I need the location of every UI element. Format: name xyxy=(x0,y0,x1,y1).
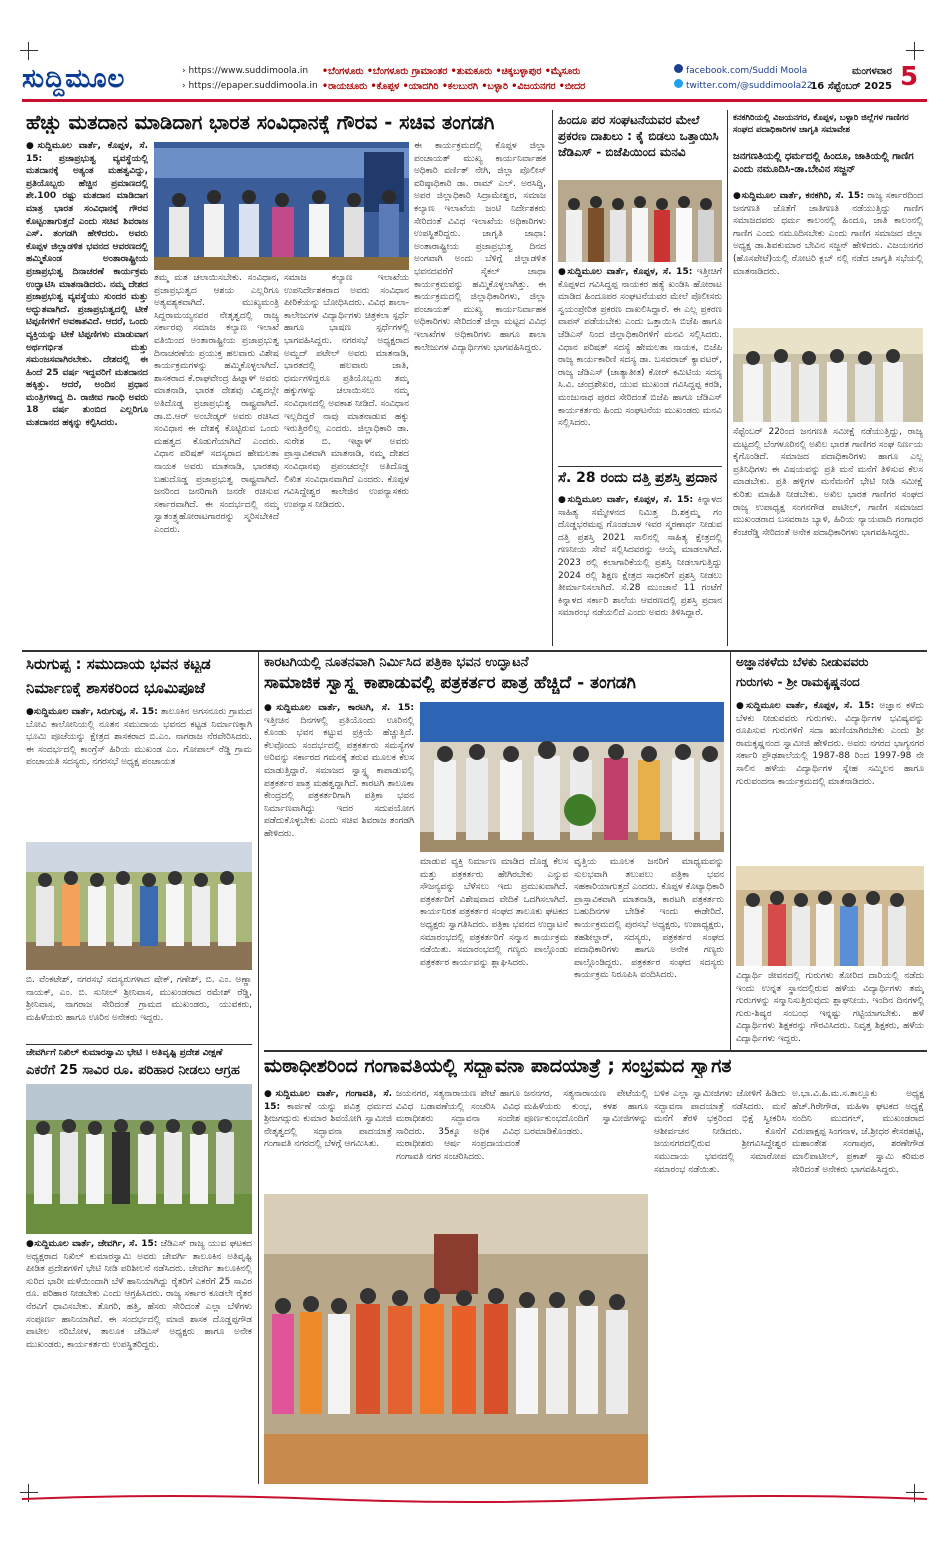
a7-col1 xyxy=(264,702,414,1044)
a2-byline xyxy=(558,267,692,277)
a4-place: ಕನಕಗಿರಿ, ಸೆ. 15: xyxy=(805,191,864,201)
a5-body1-text: ತಾಲೂಕಿನ ಅಗಸನೂರು ಗ್ರಾಮದ ಬೋವಿ ಕಾಲೋನಿಯಲ್ಲಿ ನೂತನ ಸಮುದಾಯ ಭವನದ ಕಟ್ಟಡ ನಿರ್ಮಾಣಕ್ಕಾಗಿ ಭೂಮಿ ಪೂಜೆಯನ್ನು ಕ್ಷೇತ್ರದ ಶಾಸಕರಾದ ಬಿ.ಎಂ. ನಾಗರಾಜ ನೆರವೇರಿಸಿದರು. ಈ ಸಂದರ್ಭದಲ್ಲಿ ಕಾಂಗ್ರೆಸ್ ಹಿರಿಯ ಮುಖಂಡ ಎಂ. ಗೋಪಾಲ್ ರೆಡ್ಡಿ ಗ್ರಾಮ ಪಂಚಾಯತಿ ಸದಸ್ಯರು, ನಗರಸಭೆ ಅಧ್ಯಕ್ಷ ಪಂಚಾಯತ xyxy=(26,707,252,768)
a8-headline-2: ಗುರುಗಳು - ಶ್ರೀ ರಾಮಕೃಷ್ಣನಂದ xyxy=(736,676,860,689)
a8-photo-image xyxy=(736,866,924,966)
a1-headline: ಹೆಚ್ಚು ಮತದಾನ ಮಾಡಿದಾಗ ಭಾರತ ಸಂವಿಧಾನಕ್ಕೆ ಗೌರವ - ಸಚಿವ ತಂಗಡಗಿ xyxy=(26,112,495,134)
section-rule xyxy=(26,1044,252,1045)
a1-col1-text: ಪ್ರಜಾಪ್ರಭುತ್ವ ವ್ಯವಸ್ಥೆಯಲ್ಲಿ ಮತದಾನಕ್ಕೆ ಅತ್ಯಂತ ಮಹತ್ವವಿದ್ದು, ಪ್ರತಿಯೊಬ್ಬರು ಹೆಚ್ಚಿನ ಪ್ರಮಾಣದಲ್ಲಿ ಶೇ.100 ರಷ್ಟು ಮತದಾನ ಮಾಡಿದಾಗ ಮಾತ್ರ ಭಾರತ ಸಂವಿಧಾನಕ್ಕೆ ಗೌರವ ಕೊಟ್ಟಂತಾಗುತ್ತದೆ ಎಂದು ಸಚಿವ ಶಿವರಾಜ ಎಸ್. ತಂಗಡಗಿ ಹೇಳಿದರು. ಅವರು ಕೊಪ್ಪಳ ಜಿಲ್ಲಾಡಳಿತ ಭವನದ ಆವರಣದಲ್ಲಿ ಹಮ್ಮಿಕೊಂಡ ಅಂತಾರಾಷ್ಟ್ರೀಯ ಪ್ರಜಾಪ್ರಭುತ್ವ ದಿನಾಚರಣೆ ಕಾರ್ಯಕ್ರಮ ಉದ್ಘಾಟಿಸಿ ಮಾತನಾಡಿದರು. ನಮ್ಮ ದೇಶದ ಪ್ರಜಾಪ್ರಭುತ್ವ ವ್ಯವಸ್ಥೆಯು ಸುಂದರ ಮತ್ತು ಅದ್ಭುತವಾಗಿದೆ. ಪ್ರಜಾಪ್ರಭುತ್ವದಲ್ಲಿ ಟೀಕೆ ಟಿಪ್ಪಣಿಗಳಿಗೆ ಅವಕಾಶವಿದೆ. ಆದರೆ, ಒಂದು ವ್ಯಕ್ತಿಯನ್ನು ಟೀಕೆ ಟಿಪ್ಪಣಿಗಳು ಮಾಡುವಾಗ ಅರ್ಥಗರ್ಭಿತ ಮತ್ತು ಸಮಂಜಸವಾಗಿರಬೇಕು. ದೇಶದಲ್ಲಿ ಈ ಹಿಂದೆ 25 ವರ್ಷ ಇದ್ದವರಿಗೆ ಮತದಾನದ ಹಕ್ಕಿತ್ತು. ಆದರೆ, ಅಂದಿನ ಪ್ರಧಾನ ಮಂತ್ರಿಗಳಾದ್ದ ದಿ. ರಾಜೀವ ಗಾಂಧಿ ಅವರು 18 ವರ್ಷ ತುಂಬಿದ ಎಲ್ಲರಿಗೂ ಮತದಾನದ ಹಕ್ಕನ್ನು ಕಲ್ಪಿಸಿದರು. xyxy=(26,153,148,429)
column-divider xyxy=(552,110,553,646)
column-divider xyxy=(727,110,728,646)
a7-byline-text: ●ಸುದ್ದಿಮೂಲ ವಾರ್ತೆ, xyxy=(264,703,348,713)
column-divider xyxy=(258,652,259,1484)
facebook-text: facebook.com/Suddi Moola xyxy=(686,66,808,76)
a2-photo xyxy=(558,180,722,262)
edition-districts xyxy=(322,64,662,94)
a7-col3-text: ವೃತ್ತಿಯ ಮೂಲಕ ಜನರಿಗೆ ಮಾಧ್ಯಮವನ್ನು ಸುಲಭವಾಗಿ ತಲುಪಲು ಪತ್ರಿಕಾ ಭವನ ಸಹಕಾರಿಯಾಗುತ್ತದೆ ಎಂದರು. ಕೊಪ್ಪಳ ಕೊಟ್ಯಾಧಿಕಾರಿ ಪ್ರಾಸ್ತಾವಿಕವಾಗಿ ಮಾತನಾಡಿ, ಕಾರಟಗಿ ಪತ್ರಕರ್ತರು ಬಹುದಿನಗಳ ಬೇಡಿಕೆ ಇಂದು ಈಡೇರಿದೆ. ಕಾರ್ಯಕ್ರಮದಲ್ಲಿ ಪುರಸಭೆ ಅಧ್ಯಕ್ಷರು, ಉಪಾಧ್ಯಕ್ಷರು, ತಹಶೀಲ್ದಾರ್, ಸದಸ್ಯರು, ಪತ್ರಕರ್ತರ ಸಂಘದ ಪದಾಧಿಕಾರಿಗಳು ಹಾಗೂ ಅನೇಕ ಗಣ್ಯರು ಪಾಲ್ಗೊಂಡಿದ್ದರು. ಪತ್ರಕರ್ತರ ಸಂಘದ ಸದಸ್ಯರು ಕಾರ್ಯಕ್ರಮ ನಿರೂಪಿಸಿ ವಂದಿಸಿದರು. xyxy=(574,857,724,981)
a4-headline: ಕನಕಗಿರಿಯಲ್ಲಿ ವಿಜಯನಗರ, ಕೊಪ್ಪಳ, ಬಳ್ಳಾರಿ ಜಿಲ್ಲೆಗಳ ಗಾಣಿಗರ ಸಂಘದ ಪದಾಧಿಕಾರಿಗಳ ಜಾಗೃತಿ ಸಮಾವೇಶ xyxy=(733,113,909,135)
section-rule xyxy=(22,650,927,652)
a1-col4 xyxy=(414,140,546,646)
a2-body-text: ಇತ್ತೀಚಿಗೆ ಕೊಪ್ಪಳದ ಗವಿಸಿದ್ದಪ್ಪ ನಾಯಕರ ಹತ್ಯೆ ಖಂಡಿಸಿ ಹೋರಾಟ ಮಾಡಿದ ಹಿಂದೂಪರ ಸಂಘಟನೆಯವರ ಮೇಲೆ ಪೊಲೀಸರು ಸ್ವಯಂಪ್ರೇರಿತ ಪ್ರಕರಣ ದಾಖಲಿಸಿದ್ದಾರೆ. ಈ ಎಲ್ಲ ಪ್ರಕರಣ ವಾಪಸ್ ಪಡೆಯಬೇಕು ಎಂದು ಒತ್ತಾಯಿಸಿ ಬಿಜೆಪಿ ಹಾಗೂ ಜೆಡಿಎಸ್ ನಿಂದ ಜಿಲ್ಲಾಧಿಕಾರಿಗಳಿಗೆ ಮನವಿ ಸಲ್ಲಿಸಿದರು. ವಿಧಾನ ಪರಿಷತ್ ಸದಸ್ಯೆ ಹೇಮಲತಾ ನಾಯಕ, ಬಿಜೆಪಿ ರಾಜ್ಯ ಕಾರ್ಯಕಾರಿಣಿ ಸದಸ್ಯ ಡಾ. ಬಸವರಾಜ್ ಕ್ಯಾವಟರ್, ರಾಜ್ಯ ಜೆಡಿಎಸ್ (ಜಾತ್ಯಾತೀತ) ಕೋರ್ ಕಮಿಟಿಯ ಸದಸ್ಯ ಸಿ.ವಿ. ಚಂದ್ರಶೇಖರ, ಯುವ ಮುಖಂಡ ಗವಿಸಿದ್ದಪ್ಪ ಕರಡಿ, ಮಂಜುನಾಥ ಪುರದ ಸೇರಿದಂತೆ ಬಿಜೆಪಿ ಹಾಗೂ ಜೆಡಿಎಸ್ ಕಾರ್ಯಕರ್ತರು ಹಿಂದು ಸಂಘಟನೆಯ ಮುಖಂಡರು ಮನವಿ ಸಲ್ಲಿಸಿದರು. xyxy=(558,267,722,429)
a4-body2-text: ಸೆಪ್ಟೆಂಬರ್ 22ರಿಂದ ಜನಗಣತಿ ಸಮೀಕ್ಷೆ ನಡೆಯುತ್ತಿದ್ದು, ರಾಜ್ಯ ಮಟ್ಟದಲ್ಲಿ ಬೆಂಗಳೂರಿನಲ್ಲಿ ಅಖಿಲ ಭಾರತ ಗಾಣಿಗರ ಸಂಘ ನಿರ್ಣಯ ಕೈಗೊಂಡಿದೆ. ಸಮಾಜದ ಪದಾಧಿಕಾರಿಗಳು ಹಾಗೂ ಎಲ್ಲ ಪ್ರತಿನಿಧಿಗಳು ಈ ವಿಷಯವನ್ನು ಪ್ರತಿ ಮನೆ ಮನೆಗೆ ತಿಳಿಸುವ ಕೆಲಸ ಮಾಡಬೇಕು. ಪ್ರತಿ ಹಳ್ಳಿಗಳ ಮನೆಮನೆಗೆ ಭೇಟಿ ನೀಡಿ ಸಮೀಕ್ಷೆ ಕುರಿತು ಮಾಹಿತಿ ನೀಡಬೇಕು. ಅಖಿಲ ಭಾರತ ಗಾಣಿಗರ ಸಂಘದ ರಾಜ್ಯ ಉಪಾಧ್ಯಕ್ಷ ಸಂಗನಗೌಡ ಪಾಟೀಲ್, ಗಾಣಿಗ ಸಮಾಜದ ಮುಖಂಡರಾದ ಬಸವರಾಜ ಬ್ಯಾಳಿ, ಹಿರಿಯ ನ್ಯಾಯವಾದಿ ಗಂಗಾಧರ ಕೆಂಚರೆಡ್ಡಿ ಸೇರಿದಂತೆ ಅನೇಕ ಪದಾಧಿಕಾರಿಗಳು ಭಾಗವಹಿಸಿದ್ದರು. xyxy=(733,427,923,538)
a5-photo xyxy=(26,842,252,970)
a3-byline xyxy=(558,495,693,505)
a7-col1-text: ಇತ್ತೀಚಿನ ದಿನಗಳಲ್ಲಿ ಪ್ರತಿಯೊಂದು ಊರಿನಲ್ಲಿ ಕೊಂಡು ಭವನ ಕಟ್ಟುವ ಪ್ರಕ್ರಿಯೆ ಹೆಚ್ಚುತ್ತಿದೆ. ಕೆಲವೊಂದು ಸಂದರ್ಭದಲ್ಲಿ ಪತ್ರಕರ್ತರು ಸಮಸ್ಯೆಗಳ ಅರಿವನ್ನು ಸರ್ಕಾರದ ಗಮನಕ್ಕೆ ತರುವ ಮೂಲಕ ಕೆಲಸ ಮಾಡುತ್ತಿದ್ದಾರೆ. ಸಮಾಜದ ಸ್ವಾಸ್ಥ್ಯ ಕಾಪಾಡುವಲ್ಲಿ ಪತ್ರಕರ್ತರ ಪಾತ್ರ ಮಹತ್ವದ್ದಾಗಿದೆ. ಕಾರಟಗಿ ತಾಲೂಕಾ ಕೇಂದ್ರದಲ್ಲಿ ಪತ್ರಕರ್ತರಿಗಾಗಿ ಪತ್ರಿಕಾ ಭವನ ನಿರ್ಮಾಣವಾಗಿದ್ದು ಇದರ ಸದುಪಯೋಗ ಪಡೆದುಕೊಳ್ಳಬೇಕು ಎಂದು ಸಚಿವ ಶಿವರಾಜ ತಂಗಡಗಿ ಹೇಳಿದರು. xyxy=(264,715,414,839)
a9-col5 xyxy=(792,1088,924,1484)
section-rule xyxy=(558,466,722,467)
a1-col4-text: ಈ ಕಾರ್ಯಕ್ರಮದಲ್ಲಿ ಕೊಪ್ಪಳ ಜಿಲ್ಲಾ ಪಂಚಾಯತ್ ಮುಖ್ಯ ಕಾರ್ಯನಿರ್ವಾಹಕ ಅಧಿಕಾರಿ ವರ್ಣಿತ್ ನೇಗಿ, ಜಿಲ್ಲಾ ಪೊಲೀಸ್ ವರಿಷ್ಠಾಧಿಕಾರಿ ಡಾ. ರಾಮ್ ಎಲ್. ಅರಸಿದ್ದಿ, ಅಪರ ಜಿಲ್ಲಾಧಿಕಾರಿ ಸಿದ್ರಾಮೇಶ್ವರ, ಸಮಾಜ ಕಲ್ಯಾಣ ಇಲಾಖೆಯ ಜಂಟಿ ನಿರ್ದೇಶಕರು ಸೇರಿದಂತೆ ವಿವಿಧ ಇಲಾಖೆಯ ಅಧಿಕಾರಿಗಳು ಉಪಸ್ಥಿತರಿದ್ದರು. ಜಾಗೃತಿ ಜಾಥಾ: ಅಂತಾರಾಷ್ಟ್ರೀಯ ಪ್ರಜಾಪ್ರಭುತ್ವ ದಿನದ ಅಂಗವಾಗಿ ಅಂದು ಬೆಳಿಗ್ಗೆ ಜಿಲ್ಲಾಡಳಿತ ಭವನದವರೆಗೆ ಸೈಕಲ್ ಜಾಥಾ ಕಾರ್ಯಕ್ರಮವನ್ನು ಹಮ್ಮಿಕೊಳ್ಳಲಾಗಿತ್ತು. ಈ ಕಾರ್ಯಕ್ರಮದಲ್ಲಿ ಜಿಲ್ಲಾಧಿಕಾರಿಗಳು, ಜಿಲ್ಲಾ ಪಂಚಾಯತ್ ಮುಖ್ಯ ಕಾರ್ಯನಿರ್ವಾಹಕ ಅಧಿಕಾರಿಗಳು ಸೇರಿದಂತೆ ಜಿಲ್ಲಾ ಮಟ್ಟದ ವಿವಿಧ ಇಲಾಖೆಗಳ ಅಧಿಕಾರಿಗಳು ಹಾಗೂ ಶಾಲಾ ಕಾಲೇಜುಗಳ ವಿದ್ಯಾರ್ಥಿಗಳು ಭಾಗವಹಿಸಿದ್ದರು. xyxy=(414,141,546,353)
a5-body1 xyxy=(26,706,252,840)
a7-photo-image xyxy=(420,702,724,852)
a7-col3 xyxy=(574,856,724,1044)
a5-photo-image xyxy=(26,842,252,970)
a1-col3-text: ಸಮಾಜ ಕಲ್ಯಾಣ ಇಲಾಖೆಯ ಉಪನಿರ್ದೇಶಕರಾದ ಅವರು ಸಂವಿಧಾನ ಪೀಠಿಕೆಯನ್ನು ಬೋಧಿಸಿದರು. ವಿವಿಧ ಶಾಲಾ-ಕಾಲೇಜುಗಳ ವಿದ್ಯಾರ್ಥಿಗಳು ಚಿತ್ರಕಲಾ ಸ್ಪರ್ಧೆ ಹಾಗೂ ಭಾಷಣ ಸ್ಪರ್ಧೆಗಳಲ್ಲಿ ಭಾಗವಹಿಸಿದ್ದರು. ನಗರಸಭೆ ಅಧ್ಯಕ್ಷರಾದ ಅಮ್ಜದ್ ಪಟೇಲ್ ಅವರು ಮಾತನಾಡಿ, ಭಾರತದಲ್ಲಿ ಹಲವಾರು ಜಾತಿ, ಧರ್ಮಗಳಿದ್ದರೂ ಪ್ರತಿಯೊಬ್ಬರು ತಮ್ಮ ಹಕ್ಕುಗಳನ್ನು ಚಲಾಯಿಸಲು ನಮ್ಮ ಸಂವಿಧಾನದಲ್ಲಿ ಅವಕಾಶ ನೀಡಿದೆ. ಸಂವಿಧಾನ ಇಲ್ಲದಿದ್ದರೆ ನಾವು ಮಾತನಾಡುವ ಹಕ್ಕು ಇರುತ್ತಿರಲಿಲ್ಲ ಎಂದರು. ಜಿಲ್ಲಾಧಿಕಾರಿ ಡಾ. ಸುರೇಶ ಬಿ. ಇಟ್ನಾಳ್ ಅವರು ಪ್ರಾಸ್ತಾವಿಕವಾಗಿ ಮಾತನಾಡಿ, ನಮ್ಮ ದೇಶದ ಸಂವಿಧಾನವು ಪ್ರಪಂಚದಲ್ಲೇ ಅತಿದೊಡ್ಡ ಲಿಖಿತ ಸಂವಿಧಾನವಾಗಿದೆ ಎಂದರು. ಕೊಪ್ಪಳ ಗವಿಸಿದ್ದೇಶ್ವರ ಕಾಲೇಜಿನ ಉಪನ್ಯಾಸಕರು ಉಪನ್ಯಾಸ ನೀಡಿದರು. xyxy=(284,273,409,510)
a9-col1-text: ಕಾರ್ಪಣೆ ಯನ್ನು ಪವಿತ್ರ ಧರ್ಮದ ಶ್ರೀಜಗದ್ಗುರು ಕುಮಾರ ಶಿವಯೋಗಿ ಸ್ವಾಮೀಜಿ ನೇತೃತ್ವದಲ್ಲಿ ಸದ್ಭಾವನಾ ಪಾದಯಾತ್ರೆ ಗಂಗಾವತಿ ನಗರದಲ್ಲಿ ಬೆಳಗ್ಗೆ ಆಗಮಿಸಿತು. xyxy=(264,1101,392,1150)
a2-place: ಕೊಪ್ಪಳ, ಸೆ. 15: xyxy=(633,267,693,277)
facebook-link[interactable] xyxy=(674,64,813,79)
a6-byline-text: ●ಸುದ್ದಿಮೂಲ ವಾರ್ತೆ, xyxy=(26,1239,98,1249)
a1-byline-text: ●ಸುದ್ದಿಮೂಲ ವಾರ್ತೆ, xyxy=(26,141,108,151)
issue-date-text: 16 ಸೆಪ್ಟೆಂಬರ್ 2025 xyxy=(810,81,892,92)
a8-body1 xyxy=(736,700,924,862)
a8-headline-1: ಅಜ್ಞಾನಕಳೆದು ಬೆಳಕು ನೀಡುವವರು xyxy=(736,656,869,669)
a6-photo xyxy=(26,1084,252,1234)
a9-place: ಗಂಗಾವತಿ, ಸೆ. 15: xyxy=(264,1089,392,1112)
website-links xyxy=(182,64,318,94)
a9-col4-text: ಬಳಿಕ ಎಲ್ಲಾ ಸ್ವಾಮೀಜಿಗಳು ಜೋಳಿಗೆ ಹಿಡಿದು ಸದ್ಭಾವನಾ ಪಾದಯಾತ್ರೆ ನಡೆಸಿದರು. ಮನೆ ಮನೆಗೆ ತೆರಳಿ ಭಕ್ತರಿಂದ ಭಿಕ್ಷೆ ಸ್ವೀಕರಿಸಿ ಆಶೀರ್ವಚನ ನೀಡಿದರು. ಕೊನೆಗೆ ಜಯನಗರದಲ್ಲಿರುವ ಶ್ರೀಗವಿಸಿದ್ದೇಶ್ವರ ಸಮುದಾಯ ಭವನದಲ್ಲಿ ಸಮಾರೋಪ ಸಮಾರಂಭ ನಡೆಯಿತು. xyxy=(654,1089,786,1175)
a6-byline xyxy=(26,1239,157,1249)
a2-headline: ಹಿಂದೂ ಪರ ಸಂಘಟನೆಯವರ ಮೇಲೆ ಪ್ರಕರಣ ದಾಖಲು : ಕೈ ಬಿಡಲು ಒತ್ತಾಯಿಸಿ ಜೆಡಿಎಸ್ - ಬಿಜೆಪಿಯಿಂದ ಮನವಿ xyxy=(558,113,719,159)
a5-byline xyxy=(26,707,158,717)
a7-headline: ಸಾಮಾಜಿಕ ಸ್ವಾಸ್ಥ್ಯ ಕಾಪಾಡುವಲ್ಲಿ ಪತ್ರಕರ್ತರ ಪಾತ್ರ ಹೆಚ್ಚಿದೆ - ತಂಗಡಗಿ xyxy=(264,674,636,693)
a3-body-text: ಕಿನ್ನಾಳದ ಸಾಹಿತ್ಯ ಸಮ್ಮೇಳನದ ನಿಮಿತ್ತ ದಿ.ಶಕ್ತಮ್ಮ ಗಂ ದೊಡ್ಡಭರಮಪ್ಪ ಗೊಂಡಬಾಳ ಇವರ ಸ್ಮರಣಾರ್ಥ ನೀಡುವ ದತ್ತಿ ಪ್ರಶಸ್ತಿ 2021 ಸಾಲಿನಲ್ಲಿ ಸಾಹಿತ್ಯ ಕ್ಷೇತ್ರದಲ್ಲಿ ಗಣನೀಯ ಸೇವೆ ಸಲ್ಲಿಸಿದವರನ್ನು ಆಯ್ಕೆ ಮಾಡಲಾಗಿದೆ. 2023 ರಲ್ಲಿ ಕಲಾಗಾರಿಕೆಯಲ್ಲಿ ಪ್ರಶಸ್ತಿ ನೀಡಲಾಗುತ್ತಿದ್ದು 2024 ರಲ್ಲಿ ಶಿಕ್ಷಣ ಕ್ಷೇತ್ರದ ಸಾಧಕರಿಗೆ ಪ್ರಶಸ್ತಿ ನೀಡಲು ತೀರ್ಮಾನಿಸಲಾಗಿದೆ. ಸೆ.28 ಮುಂಜಾನೆ 11 ಗಂಟೆಗೆ ಕಿನ್ನಾಳದ ಸರ್ಕಾರಿ ಶಾಲೆಯ ಆವರಣದಲ್ಲಿ ಪ್ರಶಸ್ತಿ ಪ್ರದಾನ ಸಮಾರಂಭ ನಡೆಯಲಿದೆ ಎಂದು ಅವರು ತಿಳಿಸಿದ್ದಾರೆ. xyxy=(558,495,722,619)
a6-place: ಜೇವರ್ಗಿ, ಸೆ. 15: xyxy=(97,1239,158,1249)
a9-col2-text: ಜಯನಗರ, ಸತ್ಯನಾರಾಯಣ ಪೇಟೆ ಹಾಗೂ ವಿವಿಧ ಬಡಾವಣೆಯಲ್ಲಿ ಸಂಚರಿಸಿ ವಿವಿಧ ಮಠಾಧೀಶರು ಸದ್ಭಾವನಾ ಸಂದೇಶ ಸಾರಿದರು. xyxy=(396,1089,520,1137)
issue-day: ಮಂಗಳವಾರ xyxy=(851,66,892,77)
a7-col2 xyxy=(420,856,568,1044)
a5-body2-text: ಬಿ. ವೆಂಕಟೇಶ್, ನಗರಸಭೆ ಸದಸ್ಯರುಗಳಾದ ಷೇಕ್, ಗಣೇಶ್, ಬಿ. ಎಂ. ಅಣ್ಣಾ ನಾಯಕ್, ಎಂ. ಬಿ. ಸುನೀಲ್ ಶ್ರೀನಿವಾಸ, ಮುಖಂಡರಾದ ರಮೇಶ್ ರೆಡ್ಡಿ, ಶ್ರೀನಿವಾಸ, ನಾಗರಾಜ ಸೇರಿದಂತೆ ಗ್ರಾಮದ ಮುಖಂಡರು, ಯುವಕರು, ಮಹಿಳೆಯರು ಹಾಗೂ ಊರಿನ ಅನೇಕರು ಇದ್ದರು. xyxy=(26,975,252,1023)
page-number: 5 xyxy=(900,62,919,92)
a4-body1-text: ರಾಜ್ಯ ಸರ್ಕಾರದಿಂದ ಜನಗಣತಿ ಜೊತೆಗೆ ಜಾತಿಗಣತಿ ನಡೆಯುತ್ತಿದ್ದು ಗಾಣಿಗ ಸಮಾಜದವರು ಧರ್ಮ ಕಾಲಂನಲ್ಲಿ ಹಿಂದೂ, ಜಾತಿ ಕಾಲಂನಲ್ಲಿ ಗಾಣಿಗ ಎಂದು ನಮೂದಿಸಬೇಕು ಎಂದು ಗಾಣಿಗ ಸಮಾಜದ ಜಿಲ್ಲಾ ಅಧ್ಯಕ್ಷ ಡಾ.ಶಿವಕುಮಾರ ಬೇವಿನ ಸಜ್ಜನ್ ಹೇಳಿದರು. ವಿಜಯನಗರ (ಹೊಸಪೇಟೆ)ಯಲ್ಲಿ ರೋಟರಿ ಕ್ಲಬ್ ನಲ್ಲಿ ನಡೆದ ಜಾಗೃತಿ ಸಭೆಯಲ್ಲಿ ಮಾತನಾಡಿದರು. xyxy=(733,191,923,277)
a2-body xyxy=(558,266,722,462)
a5-place: ಸಿರುಗುಪ್ಪ, ಸೆ. 15: xyxy=(96,707,158,717)
a3-byline-text: ●ಸುದ್ದಿಮೂಲ ವಾರ್ತೆ, xyxy=(558,495,634,505)
a5-body2 xyxy=(26,974,252,1040)
a8-byline-text: ●ಸುದ್ದಿಮೂಲ ವಾರ್ತೆ, xyxy=(736,701,814,711)
crop-mark xyxy=(20,42,38,60)
a6-headline-1: ಜೇವರ್ಗಿಗೆ ನಿಖಿಲ್ ಕುಮಾರಸ್ವಾಮಿ ಭೇಟಿ । ಅತಿವೃಷ್ಟಿ ಪ್ರದೇಶ ವೀಕ್ಷಣೆ xyxy=(26,1048,223,1058)
districts-row-1: •ಬೆಂಗಳೂರು •ಬೆಂಗಳೂರು ಗ್ರಾಮಾಂತರ •ತುಮಕೂರು •ಚಿಕ್ಕಬಳ್ಳಾಪುರ •ಮೈಸೂರು xyxy=(322,66,581,77)
twitter-text: twitter.com/@suddimoola22 xyxy=(686,81,813,91)
a9-col3 xyxy=(524,1088,648,1190)
a9-col1 xyxy=(264,1088,392,1190)
a8-body2-text: ವಿದ್ಯಾರ್ಥಿ ಜೀವನದಲ್ಲಿ ಗುರುಗಳು ತೋರಿದ ದಾರಿಯಲ್ಲಿ ನಡೆದು ಇಂದು ಉನ್ನತ ಸ್ಥಾನದಲ್ಲಿರುವ ಹಳೆಯ ವಿದ್ಯಾರ್ಥಿಗಳು ತಮ್ಮ ಗುರುಗಳನ್ನು ಸನ್ಮಾನಿಸುತ್ತಿರುವುದು ಶ್ಲಾಘನೀಯ. ಇಂದಿನ ದಿನಗಳಲ್ಲಿ ಗುರು-ಶಿಷ್ಯರ ಸಂಬಂಧ ಇನ್ನಷ್ಟು ಗಟ್ಟಿಯಾಗಬೇಕು. ಹಳೆ ವಿದ್ಯಾರ್ಥಿಗಳು ಶಿಕ್ಷಕರನ್ನು ಗೌರವಿಸಿದರು. ನಿವೃತ್ತ ಶಿಕ್ಷಕರು, ಹಳೆಯ ವಿದ್ಯಾರ್ಥಿಗಳು ಇದ್ದರು. xyxy=(736,971,924,1044)
a2-photo-image xyxy=(558,180,722,262)
masthead xyxy=(22,62,927,102)
footer-wave xyxy=(22,1490,927,1502)
column-divider xyxy=(730,652,731,1050)
a9-photo-image xyxy=(264,1194,648,1484)
a8-byline xyxy=(736,701,874,711)
facebook-icon xyxy=(674,64,683,73)
a9-headline: ಮಠಾಧೀಶರಿಂದ ಗಂಗಾವತಿಯಲ್ಲಿ ಸದ್ಭಾವನಾ ಪಾದಯಾತ್ರೆ ; ಸಂಭ್ರಮದ ಸ್ವಾಗತ xyxy=(264,1056,732,1077)
newspaper-logo: ಸುದ್ದಿಮೂಲ xyxy=(22,64,126,94)
twitter-icon xyxy=(674,79,683,88)
a8-body2 xyxy=(736,970,924,1044)
a8-body1-text: ಅಜ್ಞಾನ ಕಳೆದು ಬೆಳಕು ನೀಡುವವರು ಗುರುಗಳು. ವಿದ್ಯಾರ್ಥಿಗಳ ಭವಿಷ್ಯವನ್ನು ರೂಪಿಸುವ ಗುರುಗಳಿಗೆ ಸದಾ ಋಣಿಯಾಗಿರಬೇಕು ಎಂದು ಶ್ರೀ ರಾಮಕೃಷ್ಣನಂದ ಸ್ವಾಮೀಜಿ ಹೇಳಿದರು. ಅವರು ನಗರದ ಭಾಗ್ಯನಗರ ಸರ್ಕಾರಿ ಪ್ರೌಢಶಾಲೆಯಲ್ಲಿ 1987-88 ರಿಂದ 1997-98 ನೇ ಸಾಲಿನ ಹಳೆಯ ವಿದ್ಯಾರ್ಥಿಗಳ ಸ್ನೇಹ ಸಮ್ಮಿಲನ ಹಾಗೂ ಗುರುವಂದನಾ ಕಾರ್ಯಕ್ರಮದಲ್ಲಿ ಮಾತನಾಡಿದರು. xyxy=(736,701,924,787)
a7-photo xyxy=(420,702,724,852)
a7-col2-text: ಮಾಡುವ ವ್ಯಕ್ತಿ ನಿರ್ಮಾಣ ಮಾಡಿದ ದೊಡ್ಡ ಕೆಲಸ ಮತ್ತು ಪತ್ರಕರ್ತರು ಹೇಗಿರಬೇಕು ಎನ್ನುವ ಸೌಜನ್ಯವನ್ನು ಬೆಳೆಸಲು ಇದು ಪ್ರಮುಖವಾಗಿದೆ. ಪತ್ರಕರ್ತರಿಗೆ ವಿಶೇಷವಾದ ವೇದಿಕೆ ಒದಗಿಸಲಾಗಿದೆ. ಕಾರ್ಯನಿರತ ಪತ್ರಕರ್ತರ ಸಂಘದ ತಾಲೂಕು ಘಟಕದ ಅಧ್ಯಕ್ಷರು ಸ್ವಾಗತಿಸಿದರು. ಪತ್ರಿಕಾ ಭವನದ ಉದ್ಘಾಟನೆ ಸಮಾರಂಭದಲ್ಲಿ ಪತ್ರಕರ್ತರಿಗೆ ಸನ್ಮಾನ ಕಾರ್ಯಕ್ರಮ ನಡೆಯಿತು. ಸಮಾರಂಭದಲ್ಲಿ ಗಣ್ಯರು ಪಾಲ್ಗೊಂಡು ಪತ್ರಕರ್ತರ ಕಾರ್ಯವನ್ನು ಶ್ಲಾಘಿಸಿದರು. xyxy=(420,857,568,968)
a9-photo xyxy=(264,1194,648,1484)
a2-byline-text: ●ಸುದ್ದಿಮೂಲ ವಾರ್ತೆ, xyxy=(558,267,634,277)
a3-body xyxy=(558,494,722,646)
a1-col1 xyxy=(26,140,148,646)
twitter-link[interactable] xyxy=(674,79,813,94)
a9-col3-text: ಜನನಗರ, ಸತ್ಯನಾರಾಯಣ ಪೇಟೆಯಲ್ಲಿ ಮಹಿಳೆಯರು ಕುಂಭ, ಕಳಶ ಹಾಗೂ ಪೂರ್ಣಕುಂಭದೊಂದಿಗೆ ಸ್ವಾಮೀಜಿಗಳನ್ನು ಬರಮಾಡಿಕೊಂಡರು. xyxy=(524,1089,648,1137)
a9-col5-text: ಅ.ಭಾ.ವಿ.ಹಿ.ಮ.ಸ.ತಾಲ್ಲೂಕು ಅಧ್ಯಕ್ಷ ಹೆಚ್.ಗಿರೇಗೌಡ, ಮಹಿಳಾ ಘಟಕದ ಅಧ್ಯಕ್ಷೆ ನಂದಿನಿ ಮುದಗಲ್, ಮುಖಂಡರಾದ ವಿರುಪಾಕ್ಷಪ್ಪ ಸಿಂಗನಾಳ, ಜೆ.ಶ್ರೀಧರ ಕೇಸರಹಟ್ಟಿ, ಮಹಾಂತೇಶ ಸಂಗಾಪುರ, ಶರಣೇಗೌಡ ಮಾಲಿಪಾಟೀಲ್, ಪ್ರಕಾಶ್ ಸ್ವಾಮಿ ಕರಿಮಠ ಸೇರಿದಂತೆ ಅನೇಕರು ಭಾಗವಹಿಸಿದ್ದರು. xyxy=(792,1089,924,1175)
a5-headline-2: ನಿರ್ಮಾಣಕ್ಕೆ ಶಾಸಕರಿಂದ ಭೂಮಿಪೂಜೆ xyxy=(26,680,206,697)
a3-headline: ಸೆ. 28 ರಂದು ದತ್ತಿ ಪ್ರಶಸ್ತಿ ಪ್ರದಾನ xyxy=(558,470,718,486)
crop-mark xyxy=(906,42,924,60)
a6-body xyxy=(26,1238,252,1484)
a4-subhead: ಜನಗಣತಿಯಲ್ಲಿ ಧರ್ಮದಲ್ಲಿ ಹಿಂದೂ, ಜಾತಿಯಲ್ಲಿ ಗಾಣಿಗ ಎಂದು ನಮೂದಿಸಿ-ಡಾ.ಬೇವಿನ ಸಜ್ಜನ್ xyxy=(733,151,914,175)
a1-place: ಕೊಪ್ಪಳ, ಸೆ. 15: xyxy=(26,141,148,164)
a4-byline-text: ●ಸುದ್ದಿಮೂಲ ವಾರ್ತೆ, xyxy=(733,191,806,201)
social-links xyxy=(674,64,813,94)
epaper-link[interactable]: › https://epaper.suddimoola.in xyxy=(182,81,318,91)
a4-byline xyxy=(733,191,864,201)
a4-body2 xyxy=(733,426,923,646)
a6-headline-2: ಎಕರೆಗೆ 25 ಸಾವಿರ ರೂ. ಪರಿಹಾರ ನೀಡಲು ಆಗ್ರಹ xyxy=(26,1064,240,1078)
a6-body-text: ಜೆಡಿಎಸ್ ರಾಜ್ಯ ಯುವ ಘಟಕದ ಅಧ್ಯಕ್ಷರಾದ ನಿಖಿಲ್ ಕುಮಾರಸ್ವಾಮಿ ಅವರು ಜೇವರ್ಗಿ ತಾಲೂಕಿನ ಅತಿವೃಷ್ಟಿ ಪೀಡಿತ ಪ್ರದೇಶಗಳಿಗೆ ಭೇಟಿ ನೀಡಿ ಪರಿಶೀಲನೆ ನಡೆಸಿದರು. ಜೇವರ್ಗಿ ತಾಲೂಕಿನಲ್ಲಿ ಸುರಿದ ಭಾರೀ ಮಳೆಯಿಂದಾಗಿ ಬೆಳೆ ಹಾನಿಯಾಗಿದ್ದು ರೈತರಿಗೆ ಎಕರೆಗೆ 25 ಸಾವಿರ ರೂ. ಪರಿಹಾರ ನೀಡಬೇಕು ಎಂದು ಆಗ್ರಹಿಸಿದರು. ರಾಜ್ಯ ಸರ್ಕಾರ ಕೂಡಲೇ ರೈತರ ನೆರವಿಗೆ ಧಾವಿಸಬೇಕು. ತೊಗರಿ, ಹತ್ತಿ, ಹೆಸರು ಸೇರಿದಂತೆ ಎಲ್ಲಾ ಬೆಳೆಗಳು ಸಂಪೂರ್ಣ ಹಾನಿಯಾಗಿವೆ. ಈ ಸಂದರ್ಭದಲ್ಲಿ ಮಾಜಿ ಶಾಸಕ ದೊಡ್ಡಪ್ಪಗೌಡ ಪಾಟೀಲ ನರಿಬೋಳ, ತಾಲೂಕ ಜೆಡಿಎಸ್ ಅಧ್ಯಕ್ಷರು ಹಾಗೂ ಅನೇಕ ಮುಖಂಡರು, ಕಾರ್ಯಕರ್ತರು ಉಪಸ್ಥಿತರಿದ್ದರು. xyxy=(26,1239,252,1350)
a9-col2 xyxy=(396,1088,520,1190)
a6-photo-image xyxy=(26,1084,252,1234)
a1-photo xyxy=(154,142,409,270)
a8-photo xyxy=(736,866,924,966)
a7-place: ಕಾರಟಗಿ, ಸೆ. 15: xyxy=(347,703,414,713)
a1-col2 xyxy=(154,272,279,646)
a7-byline xyxy=(264,703,414,713)
footer-wave-graphic xyxy=(22,1493,927,1505)
a5-byline-text: ●ಸುದ್ದಿಮೂಲ ವಾರ್ತೆ, xyxy=(26,707,97,717)
a1-col3 xyxy=(284,272,409,646)
a7-kicker: ಕಾರಟಗಿಯಲ್ಲಿ ನೂತನವಾಗಿ ನಿರ್ಮಿಸಿದ ಪತ್ರಿಕಾ ಭವನ ಉದ್ಘಾಟನೆ xyxy=(264,656,529,670)
a1-photo-image xyxy=(154,142,409,270)
a9-extra-text: 35ಕ್ಕೂ ಅಧಿಕ ವಿವಿಧ ಮಠಾಧೀಶರು ಆರ್ಷ ಸಂಪ್ರದಾಯದಂತೆ ಗಂಗಾವತಿ ನಗರ ಸಂಚರಿಸಿದರು. xyxy=(396,1126,520,1162)
districts-row-2: •ರಾಯಚೂರು •ಕೊಪ್ಪಳ •ಯಾದಗಿರಿ •ಕಲಬುರಗಿ •ಬಳ್ಳಾರಿ •ವಿಜಯನಗರ •ಬೀದರ xyxy=(322,81,586,92)
website-link[interactable]: › https://www.suddimoola.in xyxy=(182,66,309,76)
a8-place: ಕೊಪ್ಪಳ, ಸೆ. 15: xyxy=(813,701,875,711)
section-rule xyxy=(264,1050,927,1052)
a4-body1 xyxy=(733,190,923,326)
a4-photo-image xyxy=(733,328,923,422)
a9-col4 xyxy=(654,1088,786,1484)
a4-photo xyxy=(733,328,923,422)
a9-byline-text: ●ಸುದ್ದಿಮೂಲ ವಾರ್ತೆ, xyxy=(264,1089,346,1099)
a5-headline-1: ಸಿರುಗುಪ್ಪ : ಸಮುದಾಯ ಭವನ ಕಟ್ಟಡ xyxy=(26,656,211,673)
a3-place: ಕೊಪ್ಪಳ, ಸೆ. 15: xyxy=(633,495,694,505)
issue-date xyxy=(802,64,892,94)
a1-col2-text: ತಮ್ಮ ಮತ ಚಲಾಯಿಸಬೇಕು. ಸಂವಿಧಾನ, ಪ್ರಜಾಪ್ರಭುತ್ವದ ಆಶಯ ಎಲ್ಲರಿಗೂ ಅತ್ಯವಶ್ಯಕವಾಗಿದೆ. ಮುಖ್ಯಮಂತ್ರಿ ಸಿದ್ದರಾಮಯ್ಯನವರ ನೇತೃತ್ವದಲ್ಲಿ ರಾಜ್ಯ ಸರ್ಕಾರವು ಸಮಾಜ ಕಲ್ಯಾಣ ಇಲಾಖೆ ವತಿಯಿಂದ ಅಂತಾರಾಷ್ಟ್ರೀಯ ಪ್ರಜಾಪ್ರಭುತ್ವ ದಿನಾಚರಣೆಯ ಪ್ರಯುಕ್ತ ಹಲವಾರು ವಿಶೇಷ ಕಾರ್ಯಕ್ರಮಗಳನ್ನು ಹಮ್ಮಿಕೊಳ್ಳಲಾಗಿದೆ. ಶಾಸಕರಾದ ಕೆ.ರಾಘವೇಂದ್ರ ಹಿಟ್ನಾಳ್ ಅವರು ಮಾತನಾಡಿ, ಭಾರತ ದೇಶವು ವಿಶ್ವದಲ್ಲೇ ಅತಿದೊಡ್ಡ ಪ್ರಜಾಪ್ರಭುತ್ವ ರಾಷ್ಟ್ರವಾಗಿದೆ. ಡಾ.ಬಿ.ಆರ್ ಅಂಬೇಡ್ಕರ್ ಅವರು ರಚಿಸಿದ ಸಂವಿಧಾನ ಈ ದೇಶಕ್ಕೆ ಕೊಟ್ಟಿರುವ ಒಂದು ಮಹತ್ವದ ಕೊಡುಗೆಯಾಗಿದೆ ಎಂದರು. ವಿಧಾನ ಪರಿಷತ್ ಸದಸ್ಯರಾದ ಹೇಮಲತಾ ನಾಯಕ ಅವರು ಮಾತನಾಡಿ, ಭಾರತವು ಬಹುದೊಡ್ಡ ಪ್ರಜಾಪ್ರಭುತ್ವ ರಾಷ್ಟ್ರವಾಗಿದೆ. ಜನರಿಂದ ಜನರಿಗಾಗಿ ಜನರೇ ರಚಿಸುವ ಸರ್ಕಾರವಾಗಿದೆ. ಈ ಸಂದರ್ಭದಲ್ಲಿ ನಮ್ಮ ಸ್ವಾತಂತ್ರ್ಯಹೋರಾಟಗಾರರನ್ನು ಸ್ಮರಿಸಬೇಕಿದೆ ಎಂದರು. xyxy=(154,273,279,535)
